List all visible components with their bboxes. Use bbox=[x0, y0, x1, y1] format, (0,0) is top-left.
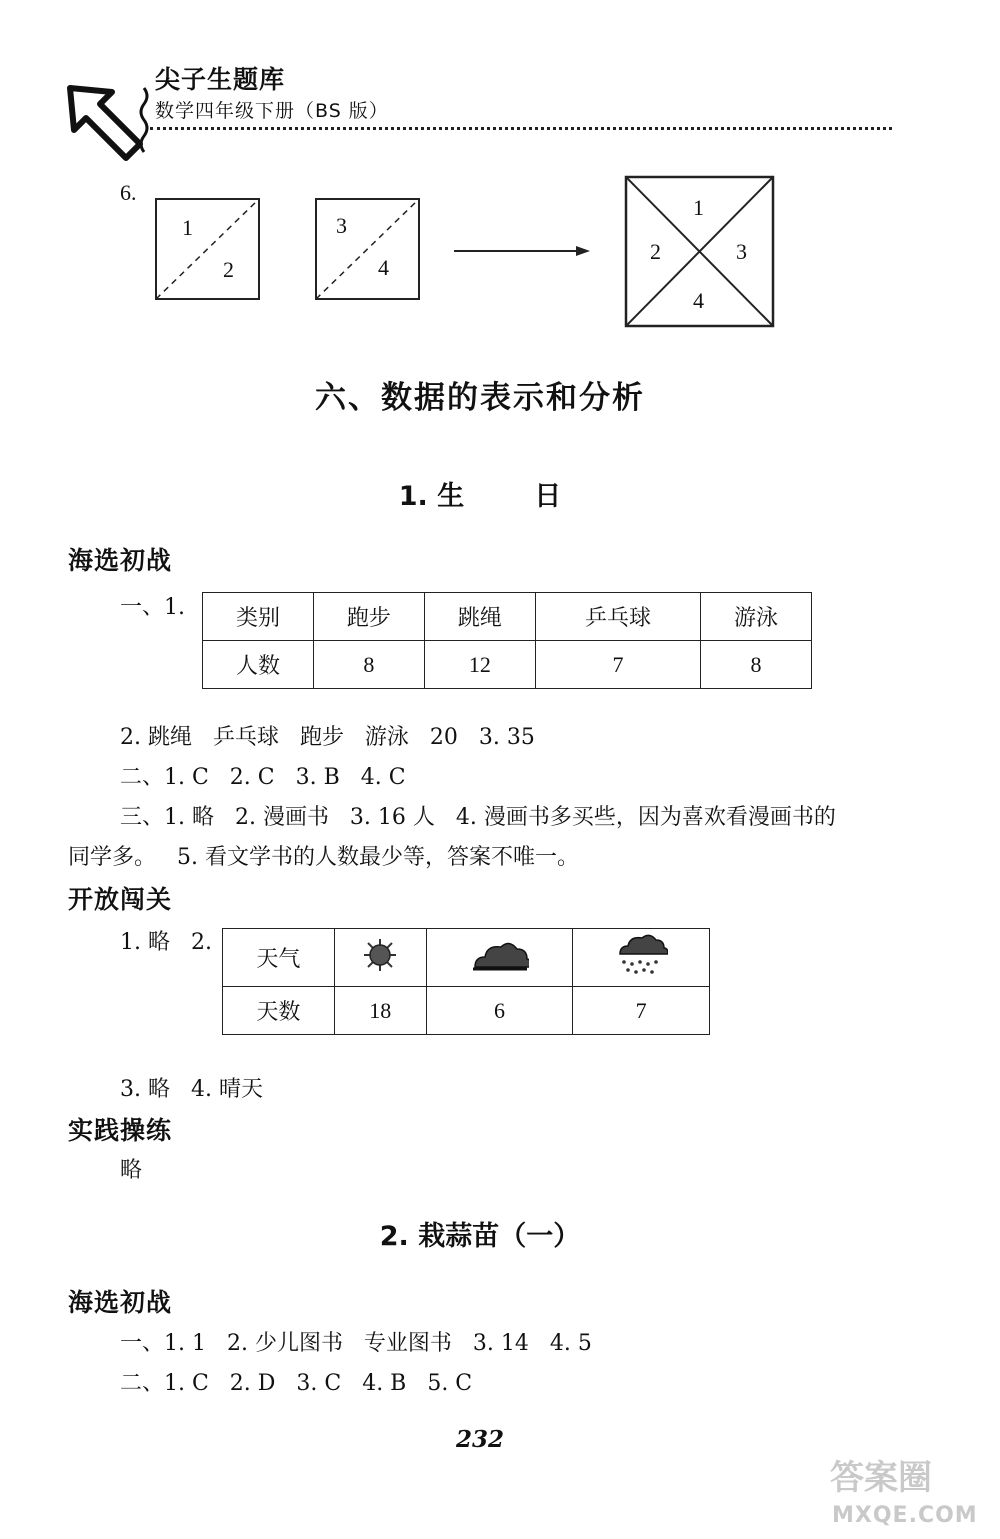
sports-value-cell: 12 bbox=[424, 641, 535, 689]
sun-icon bbox=[362, 937, 398, 973]
weather-cloud-cell bbox=[426, 929, 573, 987]
sports-value-cell: 7 bbox=[535, 641, 700, 689]
lesson1-answer-line-2: 2. 跳绳 乒乓球 跑步 游泳 20 3. 35 bbox=[120, 725, 535, 750]
page-number: 232 bbox=[455, 1426, 504, 1453]
lesson2-section-haixuan: 海选初战 bbox=[68, 1288, 173, 1317]
square2-label-a: 3 bbox=[336, 213, 347, 238]
weather-days-value: 18 bbox=[334, 987, 426, 1035]
sports-table bbox=[202, 592, 812, 689]
square1-label-a: 1 bbox=[182, 215, 193, 240]
sports-value-cell: 8 bbox=[701, 641, 812, 689]
result-label-4: 4 bbox=[693, 288, 704, 313]
arrow-logo-icon bbox=[60, 78, 150, 170]
watermark-logo: 答案圈 bbox=[830, 1458, 932, 1498]
square1-label-b: 2 bbox=[223, 257, 234, 282]
lesson1-answer-line-san-b: 同学多。 5. 看文学书的人数最少等，答案不唯一。 bbox=[68, 845, 579, 870]
book-title: 尖子生题库 bbox=[155, 65, 286, 94]
rain-icon bbox=[614, 934, 668, 976]
lesson1-answer-line-er: 二、1. C 2. C 3. B 4. C bbox=[120, 765, 406, 790]
lesson2-answer-line-1: 一、1. 1 2. 少儿图书 专业图书 3. 14 4. 5 bbox=[120, 1331, 592, 1356]
sports-header-cell: 类别 bbox=[203, 593, 314, 641]
weather-table bbox=[222, 928, 710, 1035]
sports-header-cell: 跑步 bbox=[313, 593, 424, 641]
lesson2-answer-line-2: 二、1. C 2. D 3. C 4. B 5. C bbox=[120, 1371, 473, 1396]
lesson1-shijian-answer: 略 bbox=[120, 1158, 143, 1183]
lesson1-title bbox=[0, 474, 960, 513]
lesson1-answer-line-3: 3. 略 4. 晴天 bbox=[120, 1077, 263, 1102]
lesson1-title-part-b: 日 bbox=[534, 481, 562, 512]
watermark-url: MXQE.COM bbox=[832, 1503, 978, 1528]
result-label-3: 3 bbox=[736, 239, 747, 264]
result-label-2: 2 bbox=[650, 239, 661, 264]
chapter-title: 六、数据的表示和分析 bbox=[315, 380, 645, 416]
sports-value-cell: 8 bbox=[313, 641, 424, 689]
sports-header-cell: 跳绳 bbox=[424, 593, 535, 641]
square-fold-diagram bbox=[150, 168, 790, 336]
result-label-1: 1 bbox=[693, 195, 704, 220]
lesson1-section-kaifang: 开放闯关 bbox=[68, 885, 173, 914]
weather-days-value: 6 bbox=[426, 987, 573, 1035]
weather-header-cell: 天气 bbox=[223, 929, 335, 987]
book-subtitle: 数学四年级下册（BS 版） bbox=[155, 100, 389, 122]
lesson1-answer-line-san-a: 三、1. 略 2. 漫画书 3. 16 人 4. 漫画书多买些，因为喜欢看漫画书的 bbox=[120, 805, 836, 830]
lesson1-section-haixuan: 海选初战 bbox=[68, 546, 173, 575]
weather-rain-cell bbox=[573, 929, 710, 987]
question-6-label: 6. bbox=[120, 180, 137, 205]
sports-value-cell: 人数 bbox=[203, 641, 314, 689]
sports-header-cell: 乒乓球 bbox=[535, 593, 700, 641]
header-divider bbox=[150, 127, 892, 130]
lesson1-section-shijian: 实践操练 bbox=[68, 1116, 173, 1145]
weather-days-value: 7 bbox=[573, 987, 710, 1035]
cloud-icon bbox=[471, 937, 529, 973]
lesson1-q2-label: 1. 略 2. bbox=[120, 930, 212, 955]
lesson1-title-part-a: 1. 生 bbox=[398, 481, 465, 512]
lesson2-title: 2. 栽蒜苗（一） bbox=[379, 1221, 581, 1252]
weather-sun-cell bbox=[334, 929, 426, 987]
lesson1-q1-label: 一、1. bbox=[120, 595, 185, 620]
weather-days-label: 天数 bbox=[223, 987, 335, 1035]
sports-header-cell: 游泳 bbox=[701, 593, 812, 641]
square2-label-b: 4 bbox=[378, 255, 389, 280]
